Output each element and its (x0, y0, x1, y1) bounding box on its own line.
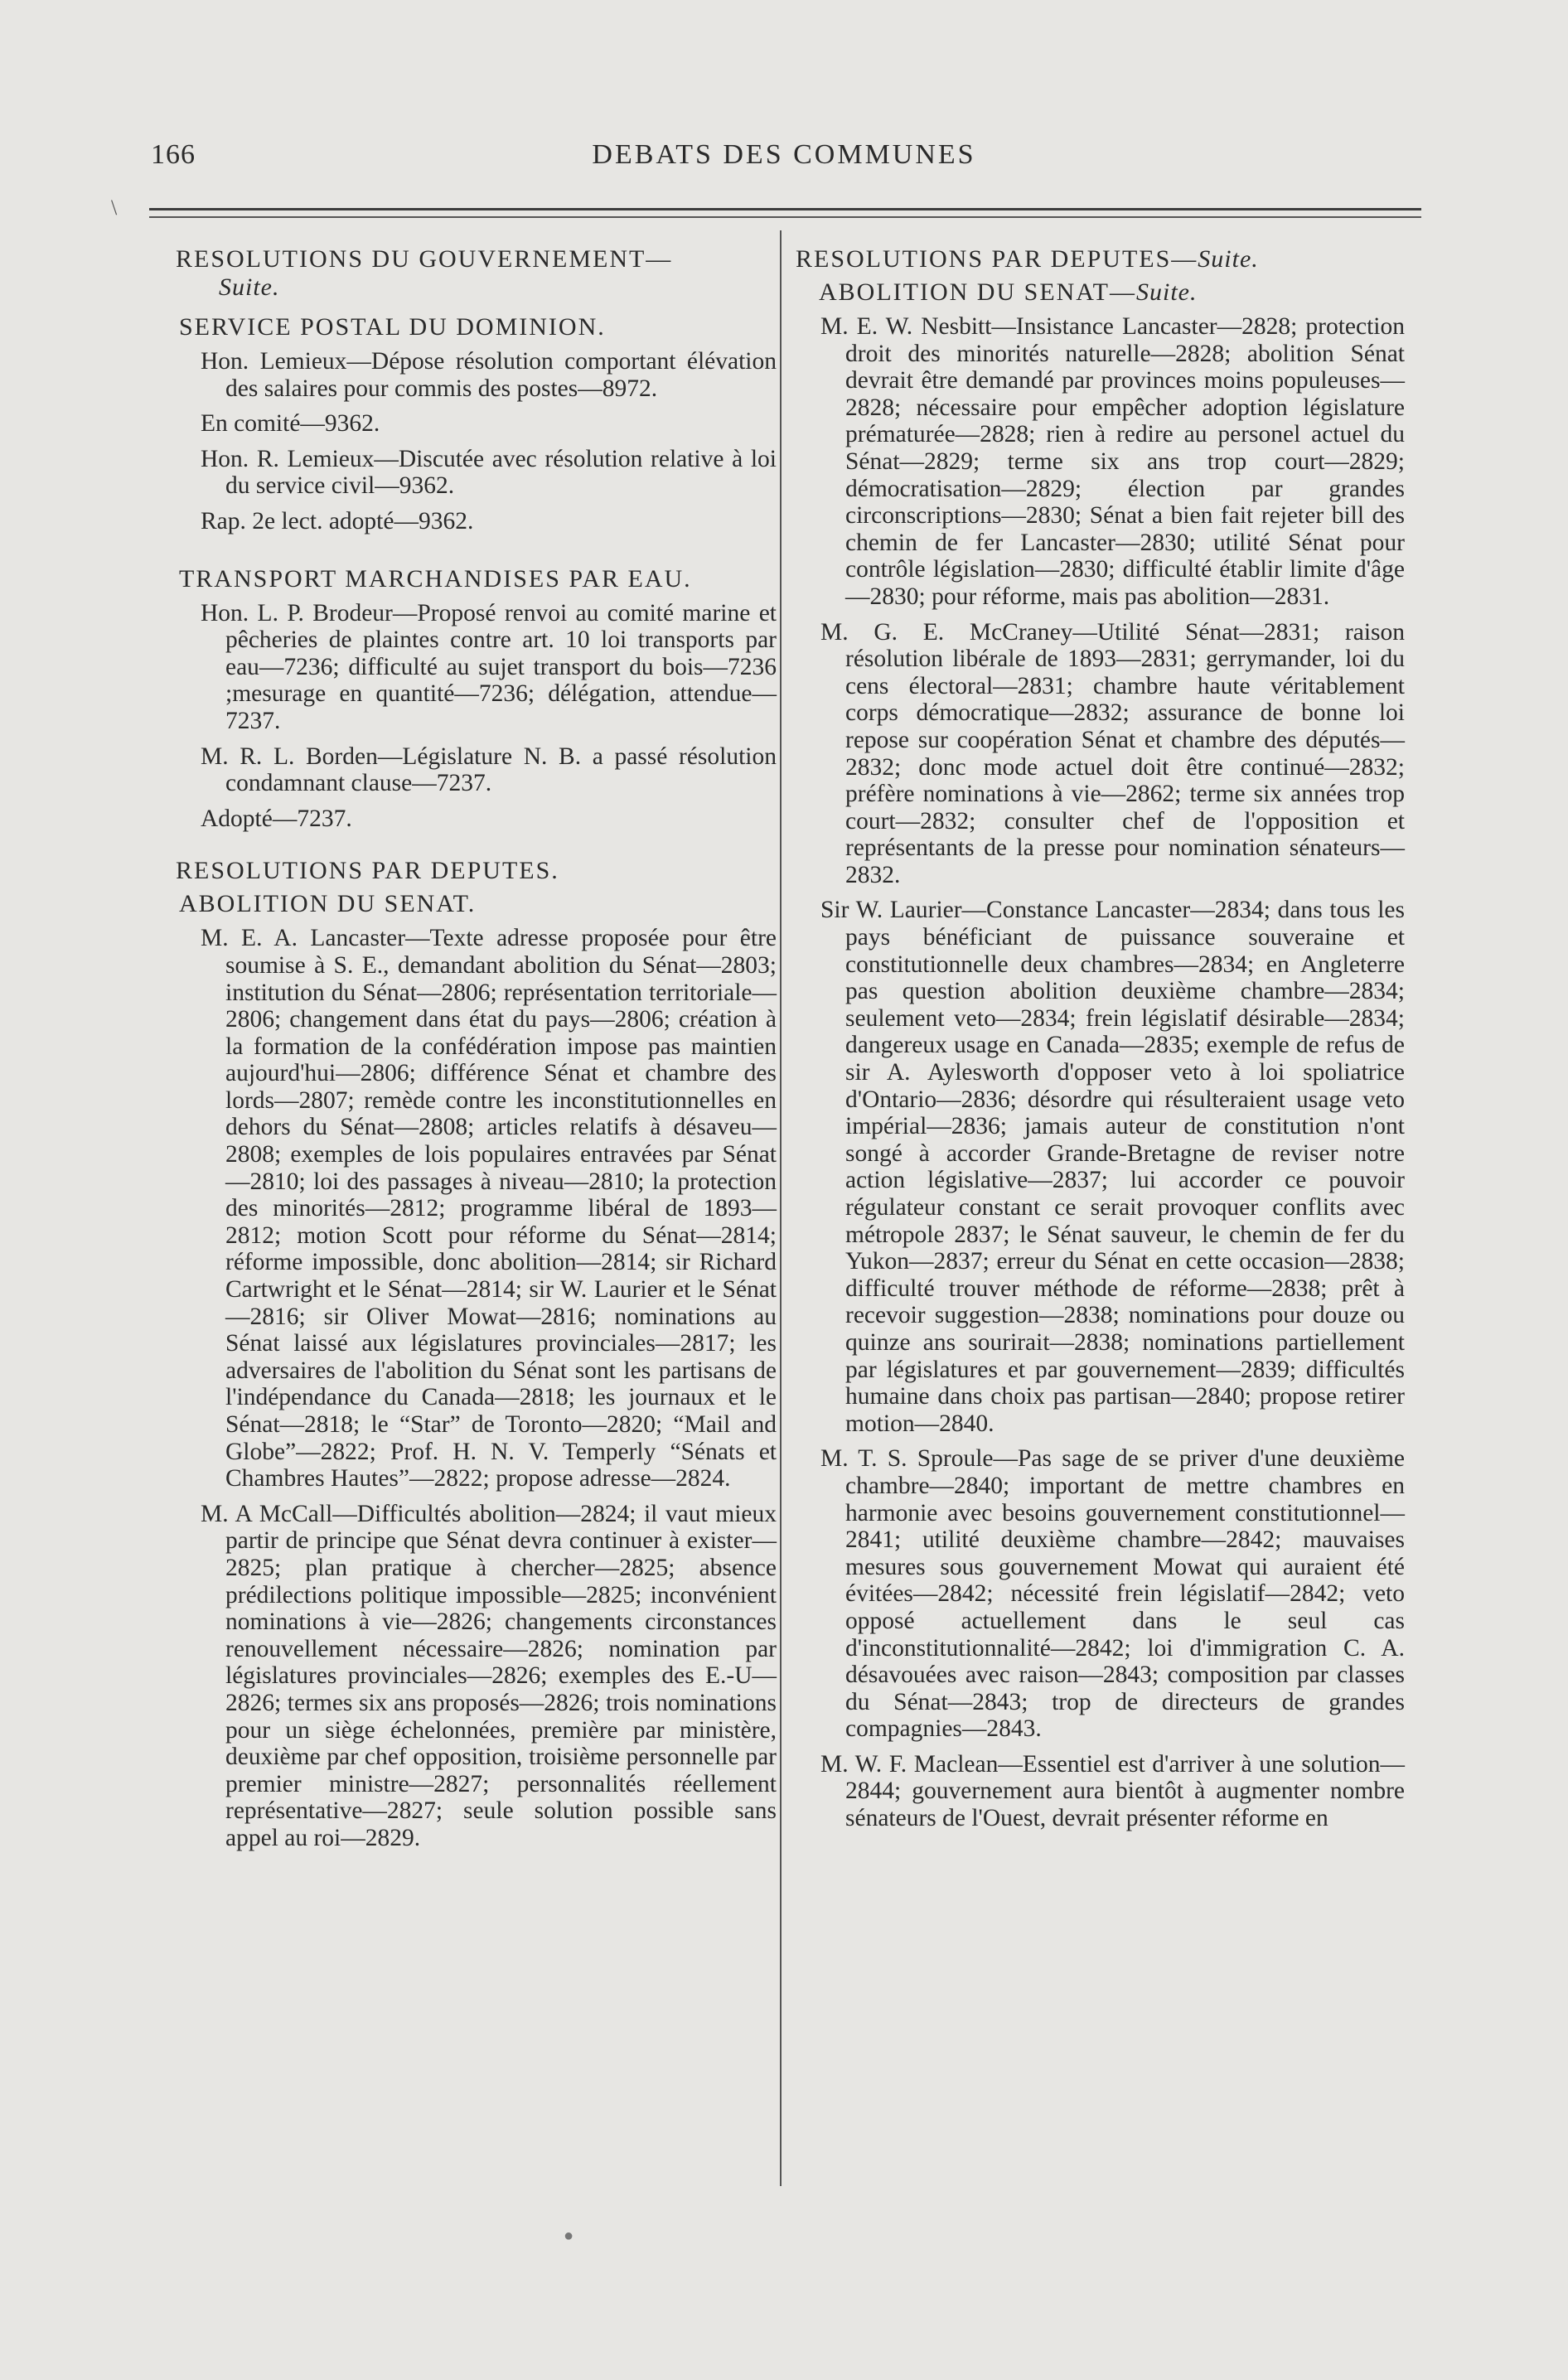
subheading-transport: TRANSPORT MARCHANDISES PAR EAU. (179, 564, 692, 593)
margin-mark: \ (111, 196, 118, 220)
index-entry: M. W. F. Maclean—Essentiel est d'arriver à une solution—2844; gouvernement aura bientôt à augmenter nombre sénateurs de l'Ouest, devrait présenter réforme en (820, 1750, 1405, 1832)
section-heading-resolutions-gouvernement (176, 245, 777, 302)
heading-text: ABOLITION DU SENAT— (819, 278, 1136, 306)
header-rule-secondary (149, 216, 1421, 218)
index-entry: M. E. W. Nesbitt—Insistance Lancaster—2828; protection droit des minorités naturelle—2828; abolition Sénat devrait être demandé par provinces moins populeuses—2828; nécessaire pour empêcher adoption législature prématurée—2828; rien à redire au personel actuel du Sénat—2829; terme six ans trop court—2829; démocratisation—2829; élection par grandes circonscriptions—2830; Sénat a bien fait rejeter bill des chemin de fer Lancaster—2830; utilité Sénat pour contrôle législation—2830; difficulté établir limite d'âge—2830; pour réforme, mais pas abolition—2831. (820, 313, 1405, 610)
index-entry: Rap. 2e lect. adopté—9362. (201, 507, 474, 535)
abolition-entries (176, 925, 777, 1851)
column-divider (780, 230, 782, 2186)
subheading-service-postal: SERVICE POSTAL DU DOMINION. (179, 313, 606, 341)
index-entry: M. E. A. Lancaster—Texte adresse proposée pour être soumise à S. E., demandant abolition du Sénat—2803; institution du Sénat—2806; représentation territoriale—2806; changement dans état du pays—2806; création à la formation de la confédération impose pas maintien aujourd'hui—2806; différence Sénat et chambre des lords—2807; remède contre les inconstitutionnelles en dehors du Sénat—2808; articles relatifs à désaveu—2808; exemples de lois populaires entravées par Sénat—2810; loi des passages à niveau—2810; la protection des minorités—2812; programme libéral de 1893—2812; motion Scott pour réforme du Sénat—2814; réforme impossible, donc abolition—2814; sir Richard Cartwright et le Sénat—2814; sir W. Laurier et le Sénat—2816; sir Oliver Mowat—2816; nominations au Sénat laissé aux législatures provinciales—2817; les adversaires de l'abolition du Sénat sont les partisans de l'indépendance du Canada—2818; les journaux et le Sénat—2818; le “Star” de Toronto—2820; “Mail and Globe”—2822; Prof. H. N. V. Temperly “Sénats et Chambres Hautes”—2822; propose adresse—2824. (201, 925, 777, 1492)
header-rule (149, 208, 1421, 210)
index-entry: Hon. L. P. Brodeur—Proposé renvoi au comité marine et pêcheries de plaintes contre art. 10 loi transports par eau—7236; difficulté au sujet transport du bois—7236 ;mesurage en quantité—7236; délégation, attendue—7237. (201, 599, 777, 734)
heading-suite: Suite. (1135, 278, 1198, 306)
heading-text: RESOLUTIONS DU GOUVERNEMENT— (176, 245, 673, 273)
heading-suite: Suite. (219, 273, 280, 301)
index-entry: En comité—9362. (201, 410, 380, 438)
running-title: DEBATS DES COMMUNES (592, 139, 976, 170)
index-entry: Hon. R. Lemieux—Discutée avec résolution relative à loi du service civil—9362. (201, 445, 777, 500)
index-entry: M. A McCall—Difficultés abolition—2824; il vaut mieux partir de principe que Sénat devra continuer à exister—2825; plan pratique à chercher—2825; absence prédilections politique impossible—2825; inconvénient nominations à vie—2826; changements circonstances renouvellement nécessaire—2826; nomination par législatures provinciales—2826; exemples des E.-U—2826; termes six ans proposés—2826; trois nominations pour un siège échelonnées, première par ministère, deuxième par chef opposition, troisième personnelle par premier ministre—2827; personnalités réellement représentative—2827; seule solution possible sans appel au roi—2829. (201, 1500, 777, 1851)
section-heading-resolutions-deputes-suite (796, 245, 1405, 273)
bottom-dot: ● (564, 2227, 574, 2245)
index-entry: Adopté—7237. (201, 805, 352, 832)
abolition-entries-continued (796, 313, 1405, 1832)
left-column (176, 245, 777, 1860)
postal-entries (176, 348, 777, 535)
right-column (796, 245, 1405, 1841)
subheading-abolition-senat-suite (796, 278, 1405, 307)
section-heading-resolutions-deputes: RESOLUTIONS PAR DEPUTES. (176, 857, 559, 885)
index-entry: M. R. L. Borden—Législature N. B. a passé résolution condamnant clause—7237. (201, 743, 777, 797)
index-entry: Sir W. Laurier—Constance Lancaster—2834; dans tous les pays bénéficiant de puissance souveraine et constitutionnelle deux chambres—2834; en Angleterre pas question abolition deuxième chambre—2834; seulement veto—2834; frein législatif désirable—2834; dangereux usage en Canada—2835; exemple de refus de sir A. Aylesworth d'opposer veto à loi spoliatrice d'Ontario—2836; désordre qui résulteraient usage veto impérial—2836; jamais auteur de constitution n'ont songé à accorder Grande-Bretagne de reviser notre action législative—2837; lui accorder ce pouvoir régulateur constant ce serait provoquer conflits avec métropole 2837; le Sénat sauveur, le chemin de fer du Yukon—2837; erreur du Sénat en cette occasion—2838; difficulté trouver méthode de réforme—2838; prêt à recevoir suggestion—2838; nominations pour douze ou quinze ans sourirait—2838; nominations partiellement par législatures et par gouvernement—2839; difficultés humaine dans choix pas partisan—2840; propose retirer motion—2840. (820, 897, 1405, 1437)
page-number: 166 (151, 139, 196, 170)
heading-text: RESOLUTIONS PAR DEPUTES— (796, 245, 1198, 273)
index-entry: M. G. E. McCraney—Utilité Sénat—2831; raison résolution libérale de 1893—2831; gerrymander, loi du cens électoral—2831; chambre haute véritablement corps démocratique—2832; assurance de bonne loi repose sur coopération Sénat et chambre des députés—2832; donc mode actuel doit être continué—2832; préfère nominations à vie—2862; terme six années trop court—2832; consulter chef de l'opposition et représentants de la presse pour nomination sénateurs—2832. (820, 618, 1405, 888)
heading-suite: Suite. (1198, 245, 1259, 273)
index-entry: Hon. Lemieux—Dépose résolution comportant élévation des salaires pour commis des postes—8972. (201, 348, 777, 402)
transport-entries (176, 600, 777, 833)
index-entry: M. T. S. Sproule—Pas sage de se priver d'une deuxième chambre—2840; important de mettre chambres en harmonie avec besoins gouvernement constitutionnel—2841; utilité deuxième chambre—2842; mauvaises mesures sous gouvernement Mowat qui auraient été évitées—2842; nécessité frein législatif—2842; veto opposé actuellement dans le seul cas d'inconstitutionnalité—2842; loi d'immigration C. A. désavouées avec raison—2843; composition par classes du Sénat—2843; trop de directeurs de grandes compagnies—2843. (820, 1445, 1405, 1743)
subheading-abolition-senat: ABOLITION DU SENAT. (179, 890, 477, 918)
